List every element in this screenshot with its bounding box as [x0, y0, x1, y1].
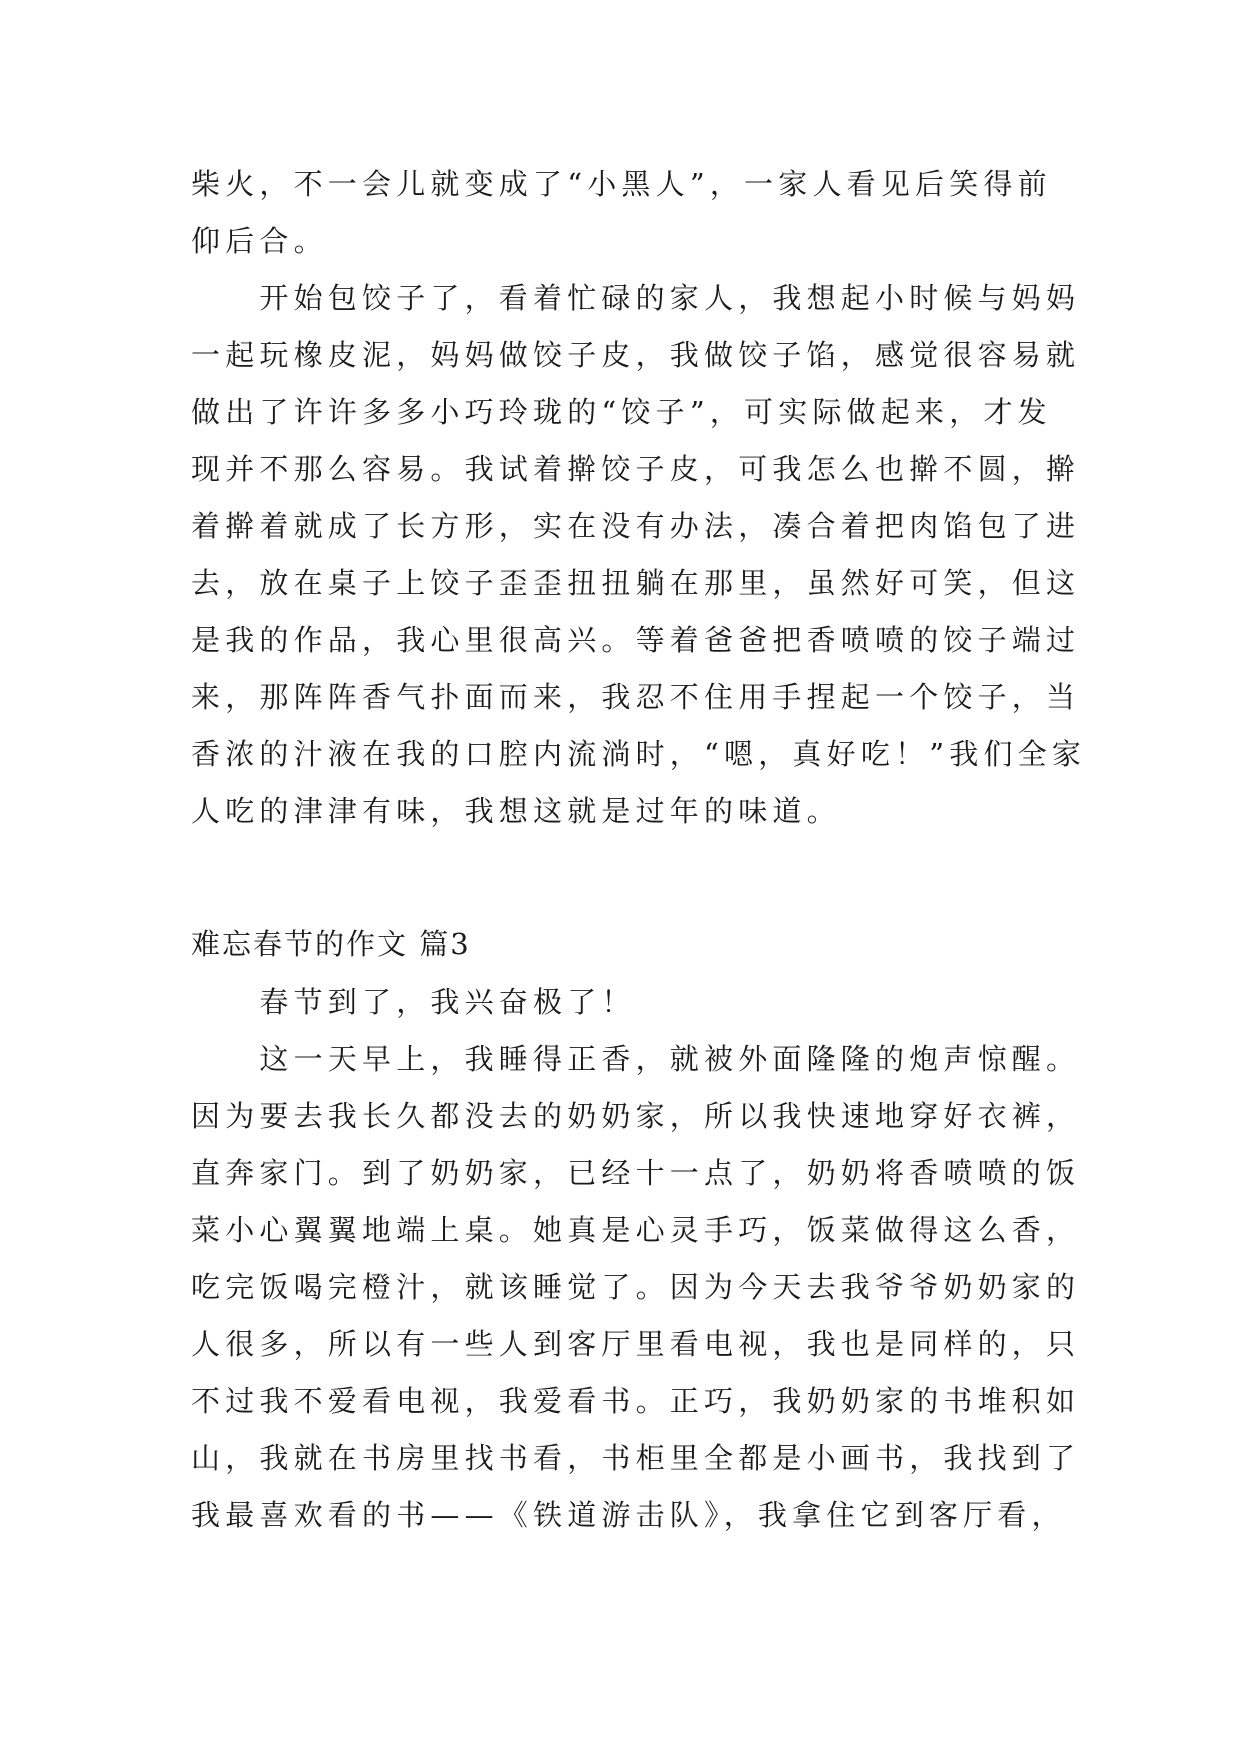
text-line: 做出了许许多多小巧玲珑的“饺子”，可实际做起来，才发	[191, 395, 1052, 429]
text-line: 开始包饺子了，看着忙碌的家人，我想起小时候与妈妈	[191, 281, 1081, 315]
text-line: 现并不那么容易。我试着擀饺子皮，可我怎么也擀不圆，擀	[191, 452, 1081, 486]
text-line: 着擀着就成了长方形，实在没有办法，凑合着把肉馅包了进	[191, 509, 1081, 543]
text-line: 仰后合。	[191, 224, 328, 258]
text-line: 柴火，不一会儿就变成了“小黑人”，一家人看见后笑得前	[191, 167, 1052, 201]
text-line: 一起玩橡皮泥，妈妈做饺子皮，我做饺子馅，感觉很容易就	[191, 338, 1081, 372]
body-text-section-2	[191, 974, 1081, 1544]
text-line: 来，那阵阵香气扑面而来，我忍不住用手捏起一个饺子，当	[191, 680, 1081, 714]
text-line: 是我的作品，我心里很高兴。等着爸爸把香喷喷的饺子端过	[191, 623, 1081, 657]
text-line: 香浓的汁液在我的口腔内流淌时，“嗯，真好吃！”我们全家	[191, 737, 1087, 771]
body-text-section-1	[191, 156, 1087, 840]
text-line: 不过我不爱看电视，我爱看书。正巧，我奶奶家的书堆积如	[191, 1384, 1081, 1418]
text-line: 因为要去我长久都没去的奶奶家，所以我快速地穿好衣裤，	[191, 1099, 1081, 1133]
text-line: 吃完饭喝完橙汁，就该睡觉了。因为今天去我爷爷奶奶家的	[191, 1270, 1081, 1304]
text-line: 春节到了，我兴奋极了！	[191, 985, 636, 1019]
section-heading: 难忘春节的作文 篇3	[191, 927, 471, 961]
text-line: 这一天早上，我睡得正香，就被外面隆隆的炮声惊醒。	[191, 1042, 1081, 1076]
text-line: 山，我就在书房里找书看，书柜里全都是小画书，我找到了	[191, 1441, 1081, 1475]
text-line: 去，放在桌子上饺子歪歪扭扭躺在那里，虽然好可笑，但这	[191, 566, 1081, 600]
text-line: 菜小心翼翼地端上桌。她真是心灵手巧，饭菜做得这么香，	[191, 1213, 1081, 1247]
text-line: 我最喜欢看的书——《铁道游击队》，我拿住它到客厅看，	[191, 1498, 1066, 1532]
text-line: 人很多，所以有一些人到客厅里看电视，我也是同样的，只	[191, 1327, 1081, 1361]
text-line: 人吃的津津有味，我想这就是过年的味道。	[191, 794, 841, 828]
text-line: 直奔家门。到了奶奶家，已经十一点了，奶奶将香喷喷的饭	[191, 1156, 1081, 1190]
